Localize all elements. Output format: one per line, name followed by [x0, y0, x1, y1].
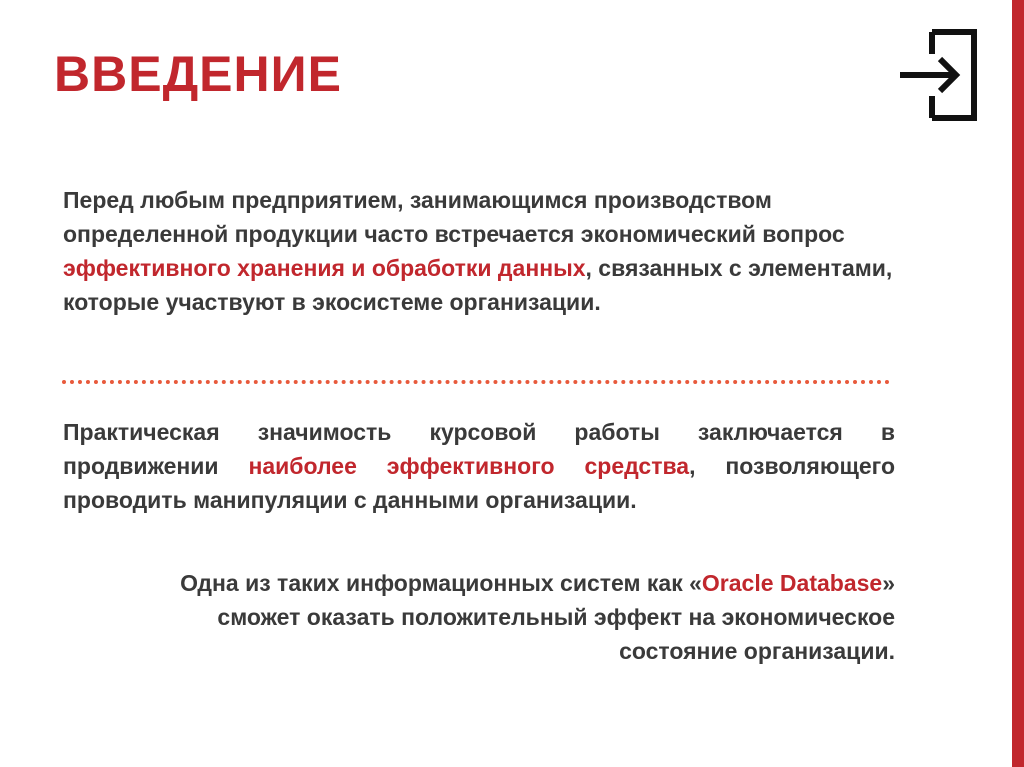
right-edge-notch: [998, 0, 1012, 118]
significance-text-1: Практическая значимость курсовой работы заключается в продвижении: [63, 419, 895, 479]
dotted-divider: [62, 380, 890, 384]
oracle-text-2: » сможет оказать положительный эффект на экономическое состояние организации.: [217, 570, 895, 664]
oracle-highlight: Oracle Database: [701, 570, 883, 596]
slide-title: ВВЕДЕНИЕ: [54, 46, 342, 102]
intro-text-1: Перед любым предприятием, занимающимся производством определенной продукции часто встречается экономический вопрос: [63, 187, 845, 247]
oracle-paragraph: [150, 566, 895, 668]
significance-paragraph: [63, 415, 895, 517]
oracle-text-1: Одна из таких информационных систем как «: [180, 570, 702, 596]
significance-highlight: наиболее эффективного средства: [248, 453, 690, 479]
enter-icon: [896, 26, 980, 124]
significance-text-2: , позволяющего проводить манипуляции с данными организации.: [63, 453, 895, 513]
intro-paragraph: [63, 183, 903, 319]
intro-highlight: эффективного хранения и обработки данных: [63, 255, 586, 281]
right-edge-bar: [1012, 0, 1024, 767]
intro-text-2: , связанных с элементами, которые участвуют в экосистеме организации.: [63, 255, 893, 315]
